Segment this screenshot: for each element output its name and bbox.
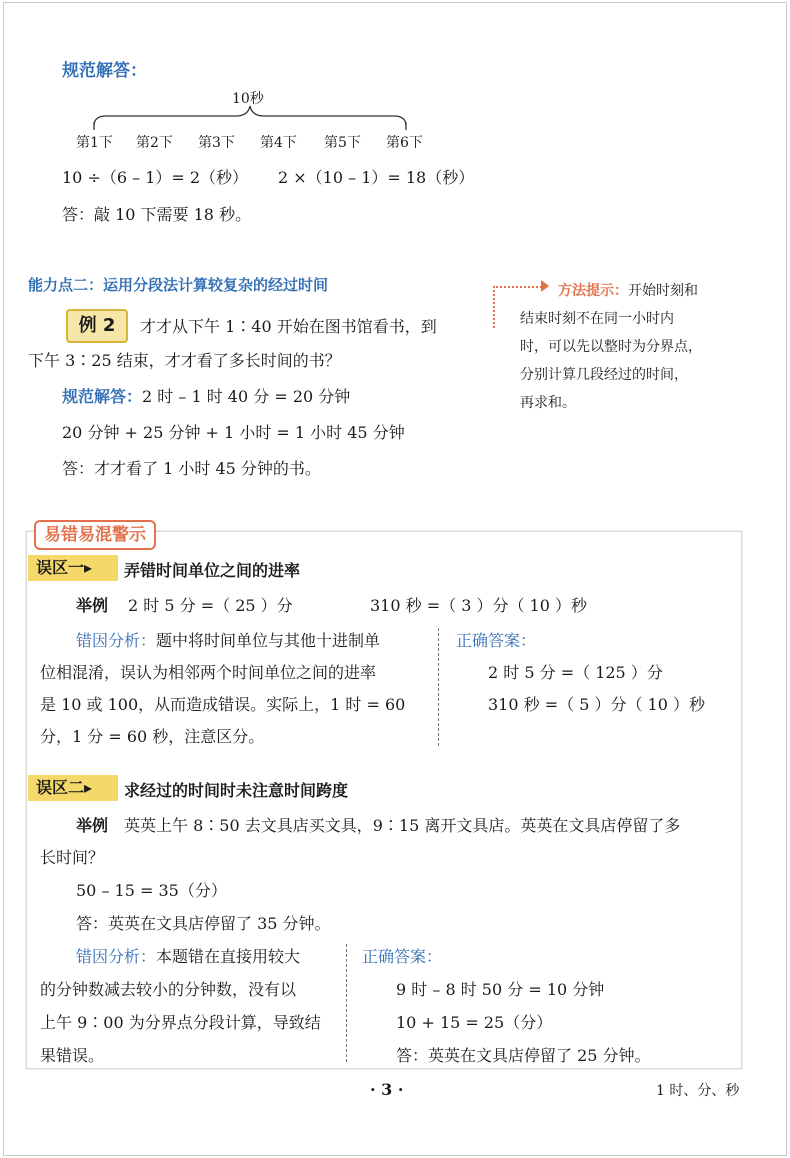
zone-2-example-line-1 — [76, 813, 680, 836]
zone-1-correct-2: 310 秒 =（ 5 ）分（ 10 ）秒 — [488, 695, 706, 714]
zone-1-analysis-line-1 — [76, 628, 380, 651]
ability-heading: 能力点二：运用分段法计算较复杂的经过时间 — [28, 276, 329, 294]
zone-1-correct-1: 2 时 5 分 =（ 125 ）分 — [488, 663, 663, 682]
page-number: · 3 · — [370, 1080, 404, 1099]
zone-1-example-label: 举例 — [76, 596, 109, 615]
zone-2-title: 求经过的时间时未注意时间跨度 — [124, 781, 349, 800]
brace-diagram — [92, 104, 408, 130]
zone-1-correct-label: 正确答案： — [456, 631, 537, 650]
analysis-label: 错因分析： — [76, 631, 157, 650]
analysis-text: 题中将时间单位与其他十进制单 — [156, 631, 381, 650]
answer-2: 答：才才看了 1 小时 45 分钟的书。 — [62, 459, 321, 478]
divider — [438, 628, 439, 746]
tip-connector — [493, 286, 545, 288]
analysis-label: 错因分析： — [76, 947, 157, 966]
solution-text: 2 时 – 1 时 40 分 = 20 分钟 — [142, 387, 351, 406]
zone-1-analysis-line-2: 位相混淆，误认为相邻两个时间单位之间的进率 — [40, 663, 377, 682]
zone-1-example-a: 2 时 5 分 =（ 25 ）分 — [128, 596, 293, 615]
tip-arrow-icon — [541, 280, 549, 292]
example-line-2: 下午 3∶25 结束，才才看了多长时间的书？ — [28, 351, 341, 370]
tip-label: 方法提示： — [558, 283, 628, 299]
solution-line-2: 20 分钟 + 25 分钟 + 1 小时 = 1 小时 45 分钟 — [62, 423, 405, 442]
zone-1-example-b: 310 秒 =（ 3 ）分（ 10 ）秒 — [370, 596, 588, 615]
example-label: 举例 — [76, 816, 109, 835]
calc-1: 10 ÷（6 – 1）= 2（秒） — [62, 168, 249, 187]
zone-2-correct-label: 正确答案： — [362, 947, 443, 966]
zone-1-tag: 误区一▸ — [28, 555, 118, 581]
zone-2-wrong-answer: 答：英英在文具店停留了 35 分钟。 — [76, 914, 331, 933]
zone-1-analysis-line-3: 是 10 或 100，从而造成错误。实际上，1 时 = 60 — [40, 695, 406, 714]
tip-line-5: 再求和。 — [520, 395, 576, 411]
brace-label: 10秒 — [232, 91, 264, 107]
tip-connector-vertical — [493, 286, 495, 328]
calc-2: 2 ×（10 – 1）= 18（秒） — [278, 168, 475, 187]
knock-label: 第1下 — [76, 135, 113, 151]
example-text: 英英上午 8∶50 去文具店买文具，9∶15 离开文具店。英英在文具店停留了多 — [124, 816, 681, 835]
solution-line-1 — [62, 384, 350, 407]
zone-2-analysis-line-4: 果错误。 — [40, 1046, 105, 1065]
knock-label: 第2下 — [136, 135, 173, 151]
zone-1-analysis-line-4: 分，1 分 = 60 秒，注意区分。 — [40, 727, 265, 746]
divider — [346, 944, 347, 1062]
tip-line-2: 结束时刻不在同一小时内 — [520, 311, 674, 327]
zone-2-correct-3: 答：英英在文具店停留了 25 分钟。 — [396, 1046, 651, 1065]
zone-2-analysis-line-3: 上午 9∶00 为分界点分段计算，导致结 — [40, 1013, 321, 1032]
solution-label: 规范解答： — [62, 387, 143, 406]
tip-text: 开始时刻和 — [628, 283, 698, 299]
knock-label: 第4下 — [260, 135, 297, 151]
tip-line-3: 时，可以先以整时为分界点， — [520, 339, 702, 355]
zone-2-wrong-calc: 50 – 15 = 35（分） — [76, 881, 227, 900]
zone-2-tag: 误区二▸ — [28, 775, 118, 801]
zone-2-correct-2: 10 + 15 = 25（分） — [396, 1013, 553, 1032]
zone-2-analysis-line-1 — [76, 944, 300, 967]
chapter-label: 1 时、分、秒 — [656, 1083, 740, 1099]
example-line-1: 才才从下午 1∶40 开始在图书馆看书，到 — [140, 317, 437, 336]
answer-1: 答：敲 10 下需要 18 秒。 — [62, 205, 252, 224]
knock-label: 第3下 — [198, 135, 235, 151]
example-badge: 例 2 — [66, 309, 128, 343]
zone-2-example-line-2: 长时间？ — [40, 848, 105, 867]
warning-title: 易错易混警示 — [34, 520, 156, 550]
zone-2-analysis-line-2: 的分钟数减去较小的分钟数，没有以 — [40, 980, 297, 999]
knock-label: 第5下 — [324, 135, 361, 151]
zone-2-correct-1: 9 时 – 8 时 50 分 = 10 分钟 — [396, 980, 605, 999]
solution-label: 规范解答： — [62, 61, 147, 81]
zone-1-title: 弄错时间单位之间的进率 — [124, 561, 301, 580]
tip-line-4: 分别计算几段经过的时间， — [520, 367, 688, 383]
knock-label: 第6下 — [386, 135, 423, 151]
tip-line-1 — [558, 280, 698, 300]
analysis-text: 本题错在直接用较大 — [156, 947, 301, 966]
